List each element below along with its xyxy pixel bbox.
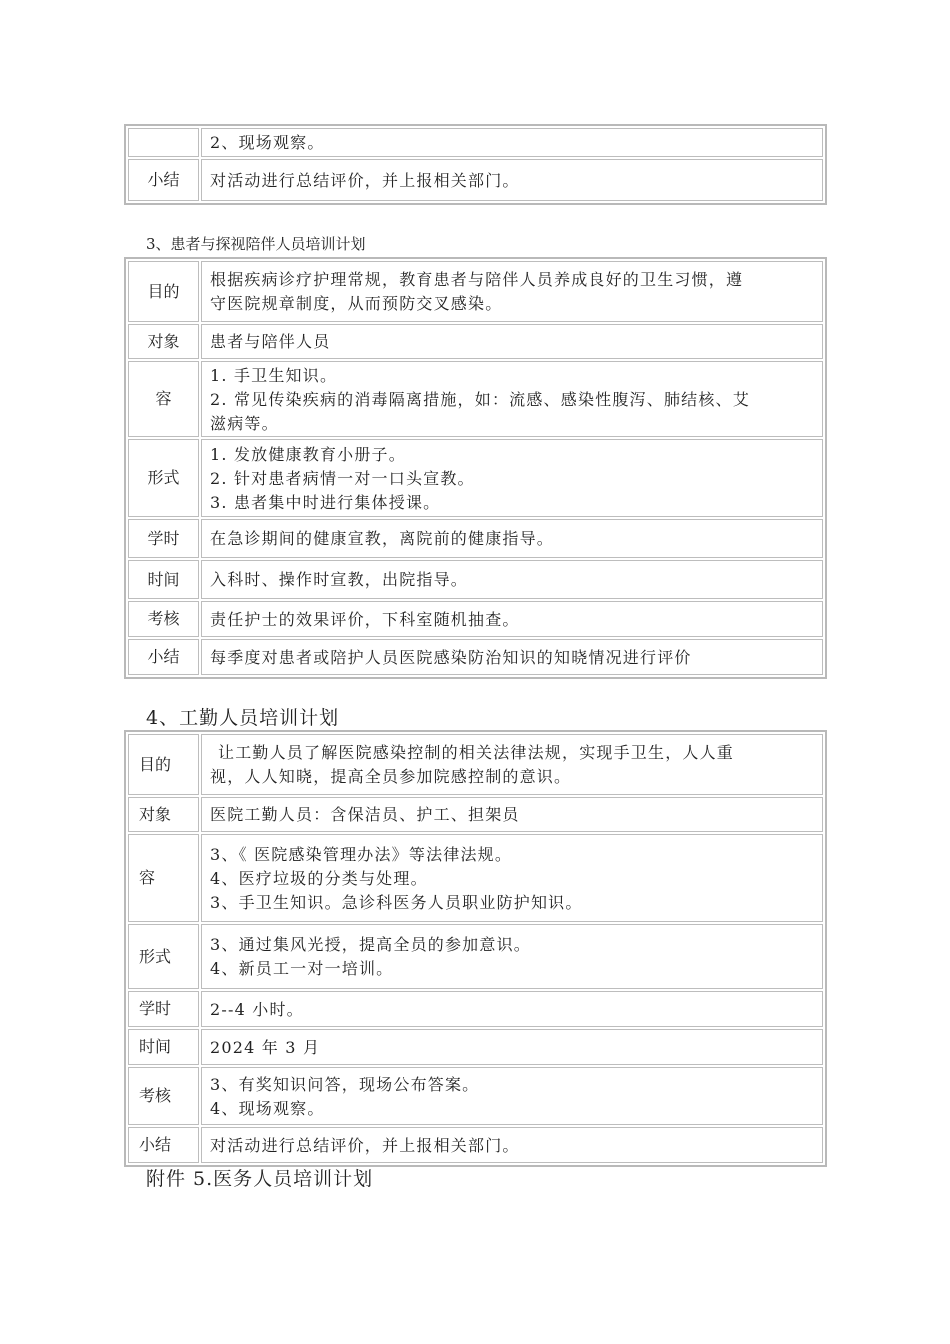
row-line: 视，人人知晓，提高全员参加院感控制的意识。 <box>210 767 572 786</box>
section4-heading: 4、工勤人员培训计划 <box>146 707 340 729</box>
table-row <box>127 1066 824 1126</box>
table-continuation <box>124 124 827 205</box>
row-label: 小结 <box>128 1127 199 1163</box>
row-line: 2. 针对患者病情一对一口头宣教。 <box>210 468 475 488</box>
row-line: 让工勤人员了解医院感染控制的相关法律法规，实现手卫生，人人重 <box>218 743 735 762</box>
row-value <box>201 1067 823 1125</box>
row-value <box>201 324 823 359</box>
table-row <box>127 158 824 202</box>
row-label: 考核 <box>128 601 199 637</box>
row-label: 目的 <box>128 734 199 795</box>
row-value <box>201 560 823 599</box>
attachment-heading: 附件 5.医务人员培训计划 <box>146 1168 374 1190</box>
row-line: 2、现场观察。 <box>210 133 325 152</box>
row-line: 3、通过集风光授，提高全员的参加意识。 <box>210 935 531 954</box>
row-label: 考核 <box>128 1067 199 1125</box>
row-line: 2024 年 3 月 <box>210 1037 321 1057</box>
row-value <box>201 1029 823 1065</box>
table-row <box>127 360 824 438</box>
row-line: 3. 患者集中时进行集体授课。 <box>210 492 441 512</box>
row-line: 4、现场观察。 <box>210 1098 325 1118</box>
row-line: 根据疾病诊疗护理常规，教育患者与陪伴人员养成良好的卫生习惯，遵 <box>210 270 744 289</box>
row-value <box>201 991 823 1027</box>
table-row <box>127 923 824 990</box>
table-row <box>127 559 824 600</box>
table-row <box>127 1126 824 1164</box>
row-value <box>201 361 823 437</box>
row-line: 4、医疗垃圾的分类与处理。 <box>210 868 428 888</box>
table-row <box>127 833 824 923</box>
table-section4 <box>124 730 827 1167</box>
row-line: 患者与陪伴人员 <box>210 332 331 351</box>
table-row <box>127 638 824 676</box>
row-value <box>201 439 823 517</box>
row-label: 学时 <box>128 519 199 558</box>
table-row <box>127 600 824 638</box>
row-line: 1. 发放健康教育小册子。 <box>210 444 406 464</box>
row-line: 责任护士的效果评价，下科室随机抽查。 <box>210 609 520 629</box>
row-label: 小结 <box>128 159 199 201</box>
row-line: 对活动进行总结评价，并上报相关部门。 <box>210 170 520 190</box>
row-value <box>201 601 823 637</box>
row-line: 对活动进行总结评价，并上报相关部门。 <box>210 1135 520 1155</box>
row-line: 1. 手卫生知识。 <box>210 365 338 385</box>
row-label <box>128 128 199 157</box>
row-label: 学时 <box>128 991 199 1027</box>
table-row <box>127 438 824 518</box>
row-label: 对象 <box>128 797 199 832</box>
table-row <box>127 796 824 833</box>
row-line: 4、新员工一对一培训。 <box>210 959 394 978</box>
row-value <box>201 639 823 675</box>
row-value <box>201 159 823 201</box>
row-label: 形式 <box>128 924 199 989</box>
row-line: 守医院规章制度，从而预防交叉感染。 <box>210 294 503 313</box>
row-line: 在急诊期间的健康宣教，离院前的健康指导。 <box>210 529 555 548</box>
table-row <box>127 733 824 796</box>
table-row <box>127 1028 824 1066</box>
row-label: 形式 <box>128 439 199 517</box>
table-row <box>127 323 824 360</box>
row-value <box>201 1127 823 1163</box>
row-line: 3、手卫生知识。急诊科医务人员职业防护知识。 <box>210 892 583 912</box>
table-row <box>127 260 824 323</box>
row-value <box>201 519 823 558</box>
row-label: 小结 <box>128 639 199 675</box>
row-line: 2. 常见传染疾病的消毒隔离措施，如：流感、感染性腹泻、肺结核、艾 <box>210 389 750 409</box>
row-label: 目的 <box>128 261 199 322</box>
row-line: 滋病等。 <box>210 413 279 433</box>
table-row <box>127 990 824 1028</box>
row-line: 入科时、操作时宣教，出院指导。 <box>210 570 469 589</box>
section3-heading: 3、患者与探视陪伴人员培训计划 <box>146 235 366 253</box>
row-label: 时间 <box>128 560 199 599</box>
row-value <box>201 261 823 322</box>
row-label: 对象 <box>128 324 199 359</box>
row-value <box>201 924 823 989</box>
row-value <box>201 734 823 795</box>
row-line: 3、《 医院感染管理办法》等法律法规。 <box>210 844 513 864</box>
row-value <box>201 797 823 832</box>
table-section3 <box>124 257 827 679</box>
row-label: 时间 <box>128 1029 199 1065</box>
row-value <box>201 834 823 922</box>
row-line: 医院工勤人员：含保洁员、护工、担架员 <box>210 805 520 824</box>
table-row <box>127 127 824 158</box>
row-line: 2--4 小时。 <box>210 999 304 1019</box>
row-label: 容 <box>128 361 199 437</box>
row-label: 容 <box>128 834 199 922</box>
table-row <box>127 518 824 559</box>
row-line: 每季度对患者或陪护人员医院感染防治知识的知晓情况进行评价 <box>210 647 692 667</box>
row-line: 3、有奖知识问答，现场公布答案。 <box>210 1074 480 1094</box>
row-value <box>201 128 823 157</box>
